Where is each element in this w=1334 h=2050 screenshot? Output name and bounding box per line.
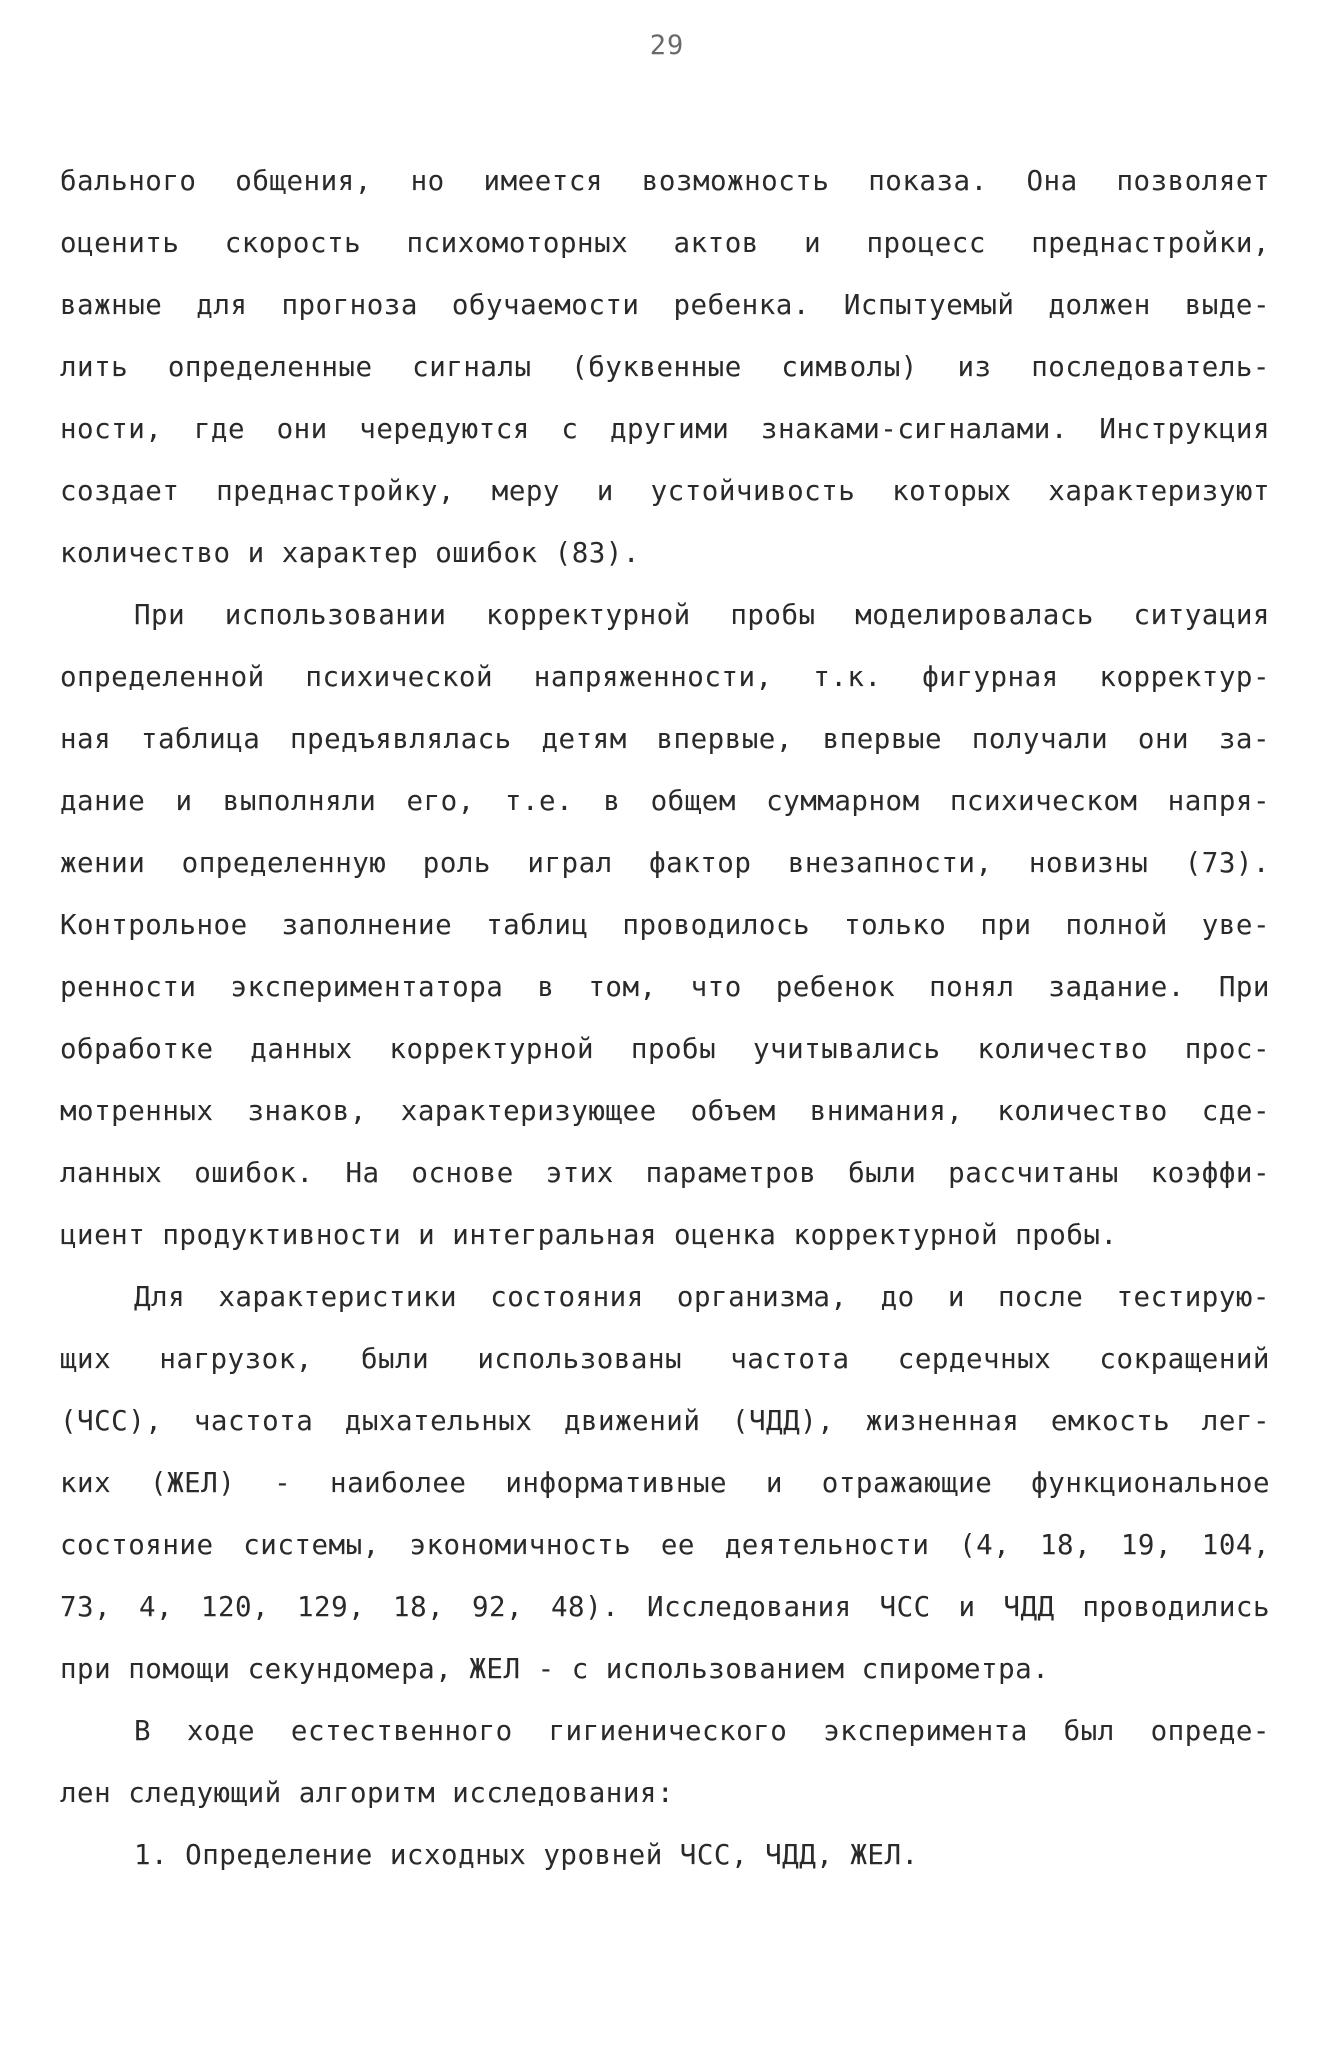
text-line: количество и характер ошибок (83). bbox=[60, 537, 640, 569]
list-item bbox=[60, 1824, 1270, 1886]
paragraph bbox=[60, 150, 1270, 584]
text-line: При использовании корректурной пробы моделировалась ситуация bbox=[134, 599, 1270, 631]
text-line: оценить скорость психомоторных актов и процесс преднастройки, bbox=[60, 227, 1270, 259]
text-line: бального общения, но имеется возможность показа. Она позволяет bbox=[60, 165, 1270, 197]
text-line: обработке данных корректурной пробы учитывались количество прос- bbox=[60, 1033, 1270, 1065]
text-line: состояние системы, экономичность ее деятельности (4, 18, 19, 104, bbox=[60, 1529, 1270, 1561]
page-number: 29 bbox=[649, 30, 685, 61]
text-line: лить определенные сигналы (буквенные символы) из последователь- bbox=[60, 351, 1270, 383]
text-line: Для характеристики состояния организма, до и после тестирую- bbox=[134, 1281, 1270, 1313]
paragraph bbox=[60, 584, 1270, 1266]
paragraph bbox=[60, 1700, 1270, 1824]
text-line: ная таблица предъявлялась детям впервые, впервые получали они за- bbox=[60, 723, 1270, 755]
document-body bbox=[60, 150, 1270, 1886]
text-line: Контрольное заполнение таблиц проводилось только при полной уве- bbox=[60, 909, 1270, 941]
text-line: 1. Определение исходных уровней ЧСС, ЧДД, ЖЕЛ. bbox=[134, 1839, 919, 1871]
text-line: В ходе естественного гигиенического эксперимента был опреде- bbox=[134, 1715, 1270, 1747]
text-line: циент продуктивности и интегральная оценка корректурной пробы. bbox=[60, 1219, 1118, 1251]
text-line: мотренных знаков, характеризующее объем внимания, количество сде- bbox=[60, 1095, 1270, 1127]
text-line: определенной психической напряженности, т.к. фигурная корректур- bbox=[60, 661, 1270, 693]
text-line: ренности экспериментатора в том, что ребенок понял задание. При bbox=[60, 971, 1270, 1003]
text-line: ланных ошибок. На основе этих параметров были рассчитаны коэффи- bbox=[60, 1157, 1270, 1189]
text-line: лен следующий алгоритм исследования: bbox=[60, 1777, 675, 1809]
text-line: 73, 4, 120, 129, 18, 92, 48). Исследования ЧСС и ЧДД проводились bbox=[60, 1591, 1270, 1623]
text-line: (ЧСС), частота дыхательных движений (ЧДД), жизненная емкость лег- bbox=[60, 1405, 1270, 1437]
text-line: при помощи секундомера, ЖЕЛ - с использованием спирометра. bbox=[60, 1653, 1050, 1685]
text-line: щих нагрузок, были использованы частота сердечных сокращений bbox=[60, 1343, 1270, 1375]
text-line: ности, где они чередуются с другими знаками-сигналами. Инструкция bbox=[60, 413, 1270, 445]
paragraph bbox=[60, 1266, 1270, 1700]
text-line: ких (ЖЕЛ) - наиболее информативные и отражающие функциональное bbox=[60, 1467, 1270, 1499]
text-line: жении определенную роль играл фактор внезапности, новизны (73). bbox=[60, 847, 1270, 879]
text-line: создает преднастройку, меру и устойчивость которых характеризуют bbox=[60, 475, 1270, 507]
text-line: дание и выполняли его, т.е. в общем суммарном психическом напря- bbox=[60, 785, 1270, 817]
text-line: важные для прогноза обучаемости ребенка. Испытуемый должен выде- bbox=[60, 289, 1270, 321]
